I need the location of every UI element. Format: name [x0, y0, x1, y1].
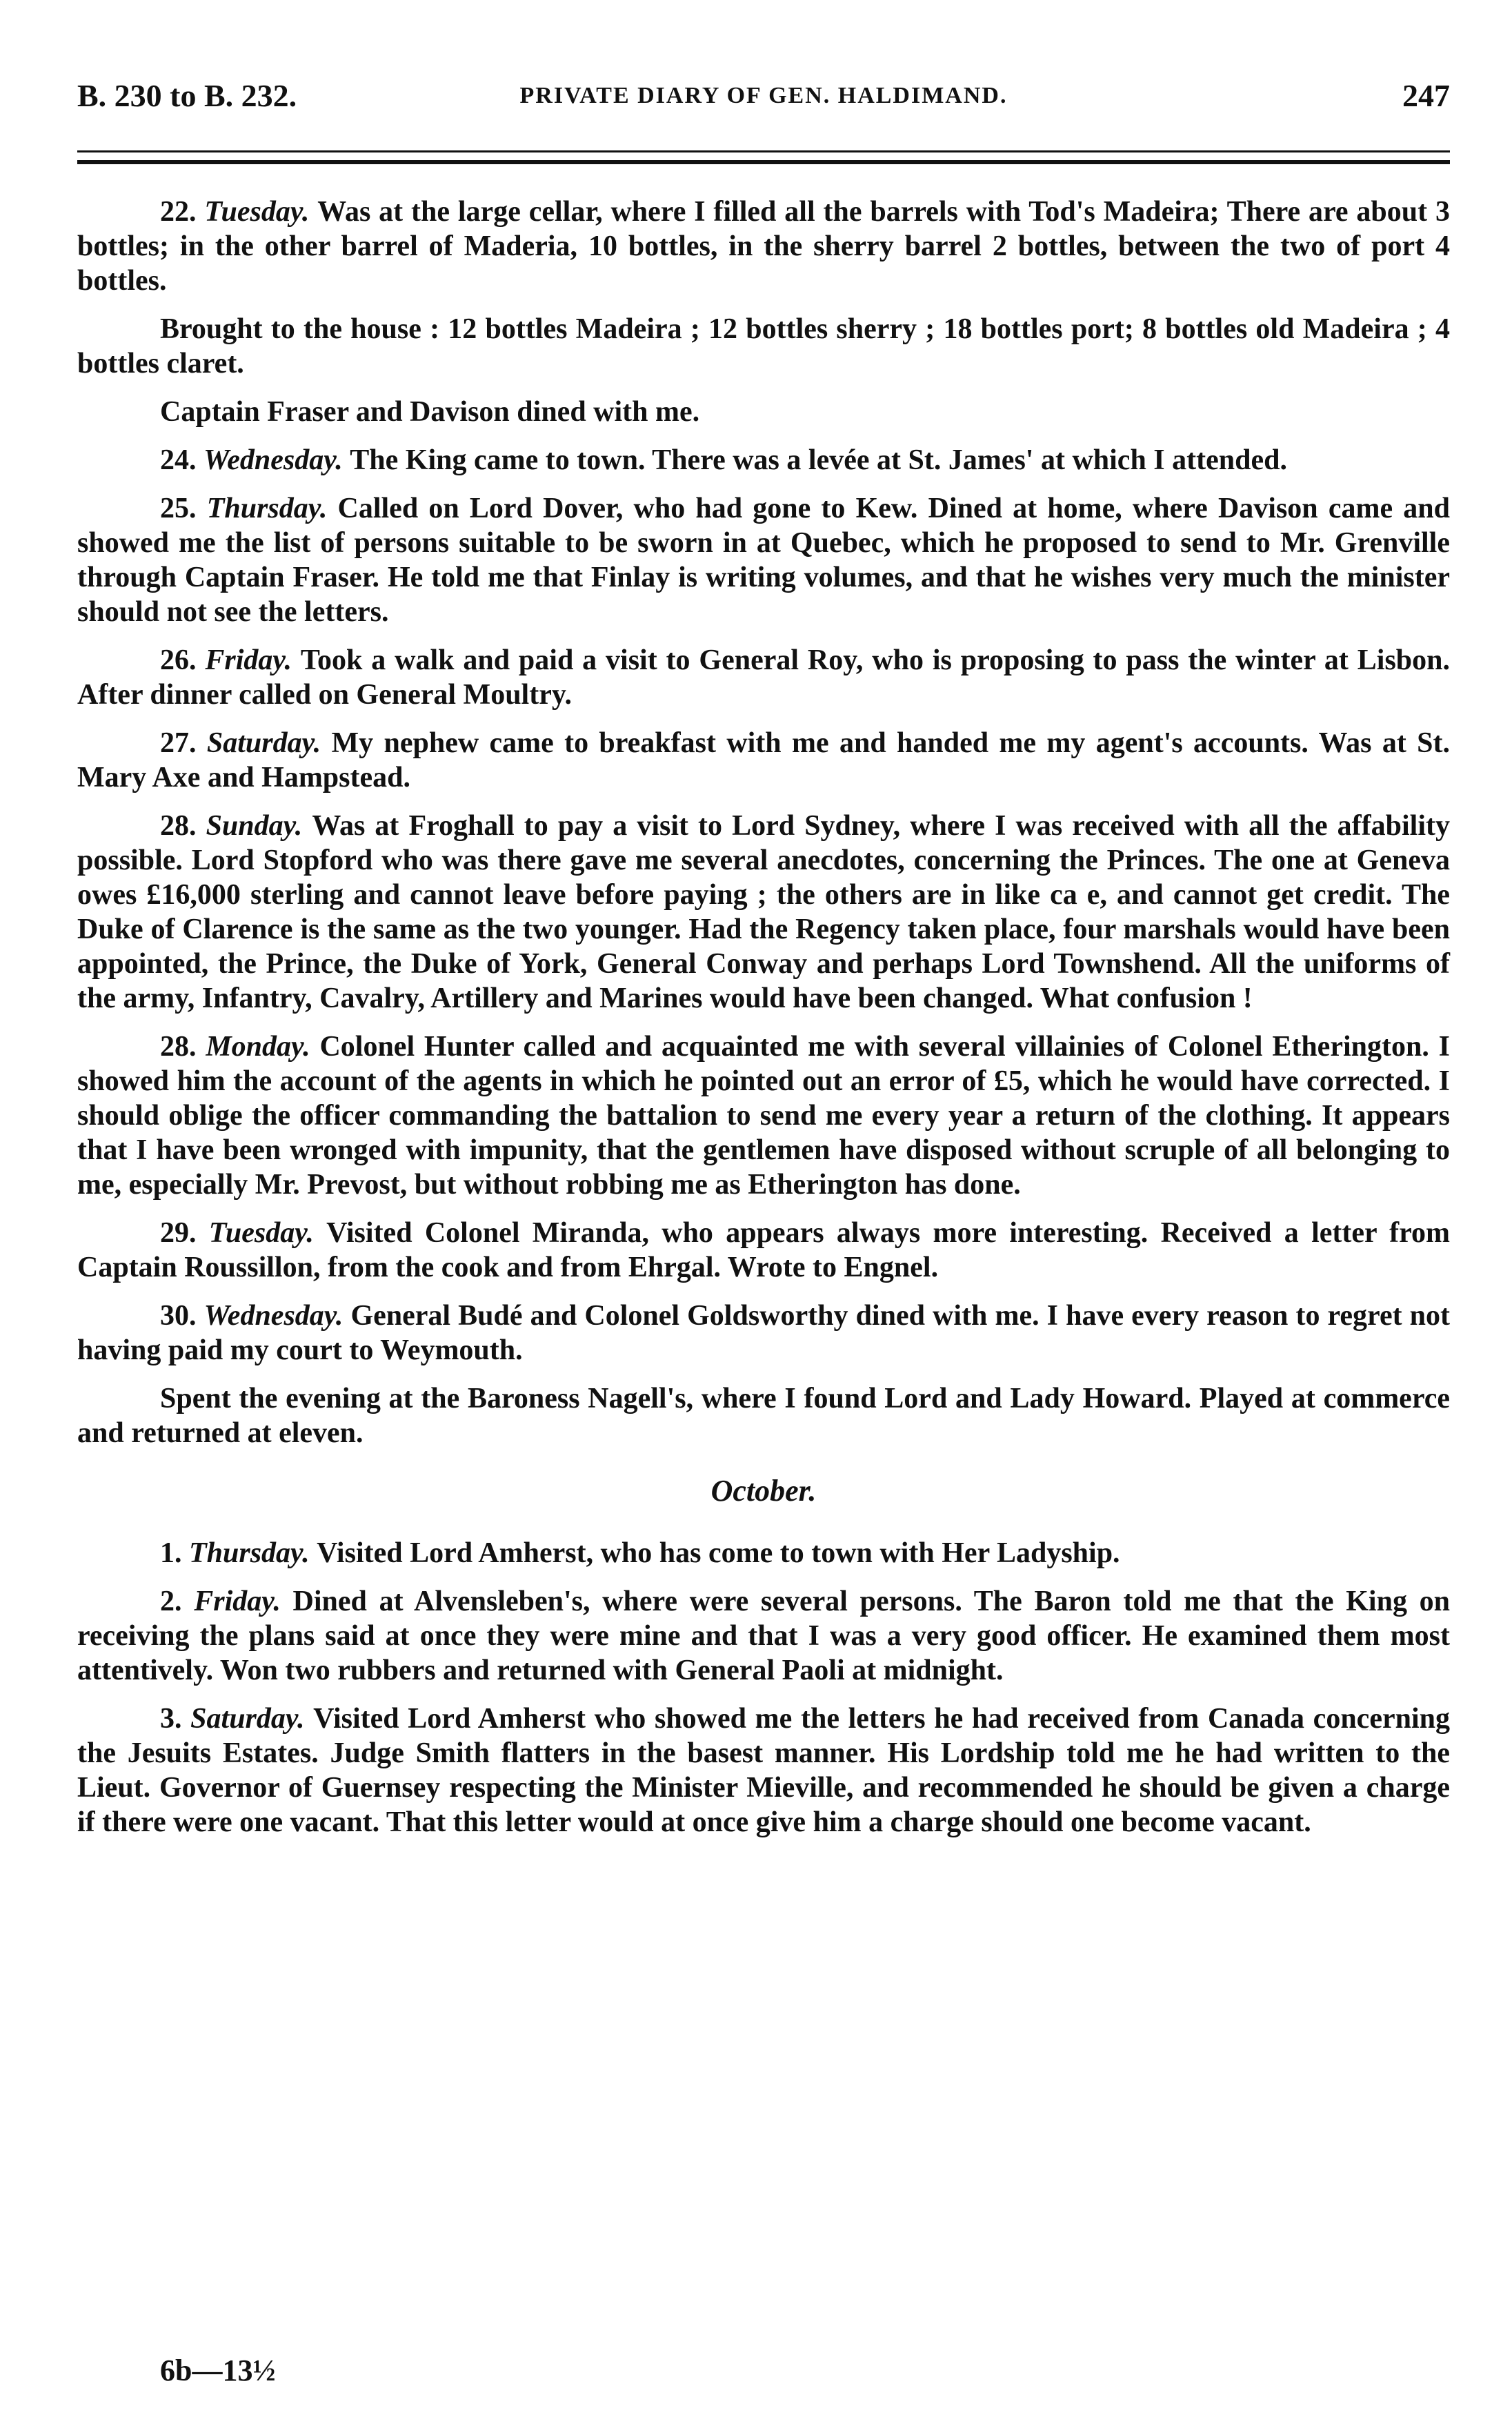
entry-text: General Budé and Colonel Goldsworthy dined with me. I have every reason to regret not having paid my court to Weymouth. [77, 1300, 1450, 1366]
header-rule-thick [77, 160, 1450, 164]
entry-text: The King came to town. There was a levée at St. James' at which I attended. [350, 444, 1287, 476]
entry-weekday: Wednesday. [203, 444, 350, 476]
entry-text: Called on Lord Dover, who had gone to Kew. Dined at home, where Davison came and showed me the list of persons suitable to be sworn in at Quebec, which he proposed to send to Mr. Grenville through Captain Fraser. He told me that Finlay is writing volumes, and that he wishes very much the minister should not see the letters. [77, 493, 1451, 628]
diary-entry [77, 312, 1450, 381]
entry-text: Visited Lord Amherst who showed me the letters he had received from Canada concerning the Jesuits Estates. Judge Smith flatters in the basest manner. His Lordship told me he had written to the Lieut. Governor of Guernsey respecting the Minister Mieville, and recommended he should be given a charge if there were one vacant. That this letter would at once give him a charge should one become vacant. [77, 1703, 1450, 1838]
entry-date-number: 24. [160, 444, 203, 476]
entry-weekday: Wednesday. [203, 1300, 351, 1332]
month-heading: October. [710, 1474, 817, 1508]
diary-body [77, 195, 1450, 1853]
diary-entry [77, 643, 1450, 712]
entry-weekday: Sunday. [206, 810, 312, 842]
diary-entry [77, 726, 1450, 795]
diary-entry [77, 1029, 1450, 1202]
entry-date-number: 25. [160, 493, 207, 524]
entry-weekday: Thursday. [189, 1537, 317, 1569]
header-volume-range: B. 230 to B. 232. [77, 78, 297, 113]
entry-weekday: Friday. [205, 644, 301, 676]
diary-entry [77, 195, 1450, 298]
diary-entry [77, 809, 1450, 1016]
entry-date-number: 26. [160, 644, 206, 676]
diary-entry [77, 1536, 1450, 1570]
entry-text: Visited Lord Amherst, who has come to town with Her Ladyship. [317, 1537, 1120, 1569]
signature-mark: 6b—13½ [160, 2354, 276, 2387]
entry-weekday: Saturday. [206, 727, 332, 759]
entry-date-number: 22. [160, 196, 205, 228]
entry-text: Dined at Alvensleben's, where were several persons. The Baron told me that the King on receiving the plans said at once they were mine and that I was a very good officer. He examined them most attentively. Won two rubbers and returned with General Paoli at midnight. [77, 1586, 1451, 1686]
header-running-title: PRIVATE DIARY OF GEN. HALDIMAND. [519, 83, 1008, 108]
september-entries [77, 195, 1450, 1450]
entry-text: Was at Froghall to pay a visit to Lord Sydney, where I was received with all the affability possible. Lord Stopford who was there gave me several anecdotes, concerning the Princes. The one at Geneva owes £16,000 sterling and cannot leave before paying ; the others are in like ca e, and cannot get credit. The Duke of Clarence is the same as the two younger. Had the Regency taken place, four marshals would have been appointed, the Prince, the Duke of York, General Conway and perhaps Lord Townshend. All the uniforms of the army, Infantry, Cavalry, Artillery and Marines would have been changed. What confusion ! [77, 810, 1450, 1014]
entry-weekday: Tuesday. [208, 1217, 327, 1249]
entry-weekday: Friday. [194, 1586, 293, 1617]
entry-date-number: 29. [160, 1217, 209, 1249]
entry-text: Brought to the house : 12 bottles Madeira ; 12 bottles sherry ; 18 bottles port; 8 bottles old Madeira ; 4 bottles claret. [77, 313, 1450, 379]
diary-entry [77, 1216, 1450, 1285]
entry-text: Captain Fraser and Davison dined with me. [160, 396, 700, 428]
entry-weekday: Monday. [206, 1031, 320, 1063]
diary-entry [77, 1381, 1450, 1450]
october-entries [77, 1536, 1450, 1840]
page-header [77, 77, 1450, 132]
entry-text: Colonel Hunter called and acquainted me with several villainies of Colonel Etherington. I showed him the account of the agents in which he pointed out an error of £5, which he would have corrected. I should oblige the officer commanding the battalion to send me every year a return of the clothing. It appears that I have been wronged with impunity, that the gentlemen have disposed without scruple of all belonging to me, especially Mr. Prevost, but without robbing me as Etherington has done. [77, 1031, 1451, 1201]
entry-date-number: 28. [160, 1031, 206, 1063]
entry-text: Was at the large cellar, where I filled all the barrels with Tod's Madeira; There are about 3 bottles; in the other barrel of Maderia, 10 bottles, in the sherry barrel 2 bottles, between the two of port 4 bottles. [77, 196, 1451, 297]
entry-text: Visited Colonel Miranda, who appears always more interesting. Received a letter from Captain Roussillon, from the cook and from Ehrgal. Wrote to Engnel. [77, 1217, 1451, 1283]
diary-entry [77, 1702, 1450, 1840]
diary-entry [77, 1584, 1450, 1688]
entry-date-number: 3. [160, 1703, 191, 1735]
entry-text: Spent the evening at the Baroness Nagell's, where I found Lord and Lady Howard. Played at commerce and returned at eleven. [77, 1383, 1450, 1449]
entry-date-number: 2. [160, 1586, 195, 1617]
entry-date-number: 30. [160, 1300, 204, 1332]
header-rule-thin [77, 150, 1450, 152]
page-number: 247 [1402, 78, 1450, 113]
diary-entry [77, 1299, 1450, 1368]
entry-text: My nephew came to breakfast with me and handed me my agent's accounts. Was at St. Mary Axe and Hampstead. [77, 727, 1450, 793]
diary-entry [77, 395, 1450, 429]
entry-date-number: 1. [160, 1537, 189, 1569]
entry-date-number: 28. [160, 810, 206, 842]
entry-weekday: Saturday. [190, 1703, 314, 1735]
diary-entry [77, 491, 1450, 629]
entry-date-number: 27. [160, 727, 207, 759]
entry-weekday: Tuesday. [204, 196, 318, 228]
entry-text: Took a walk and paid a visit to General Roy, who is proposing to pass the winter at Lisbon. After dinner called on General Moultry. [77, 644, 1451, 711]
diary-entry [77, 443, 1450, 477]
entry-weekday: Thursday. [206, 493, 338, 524]
